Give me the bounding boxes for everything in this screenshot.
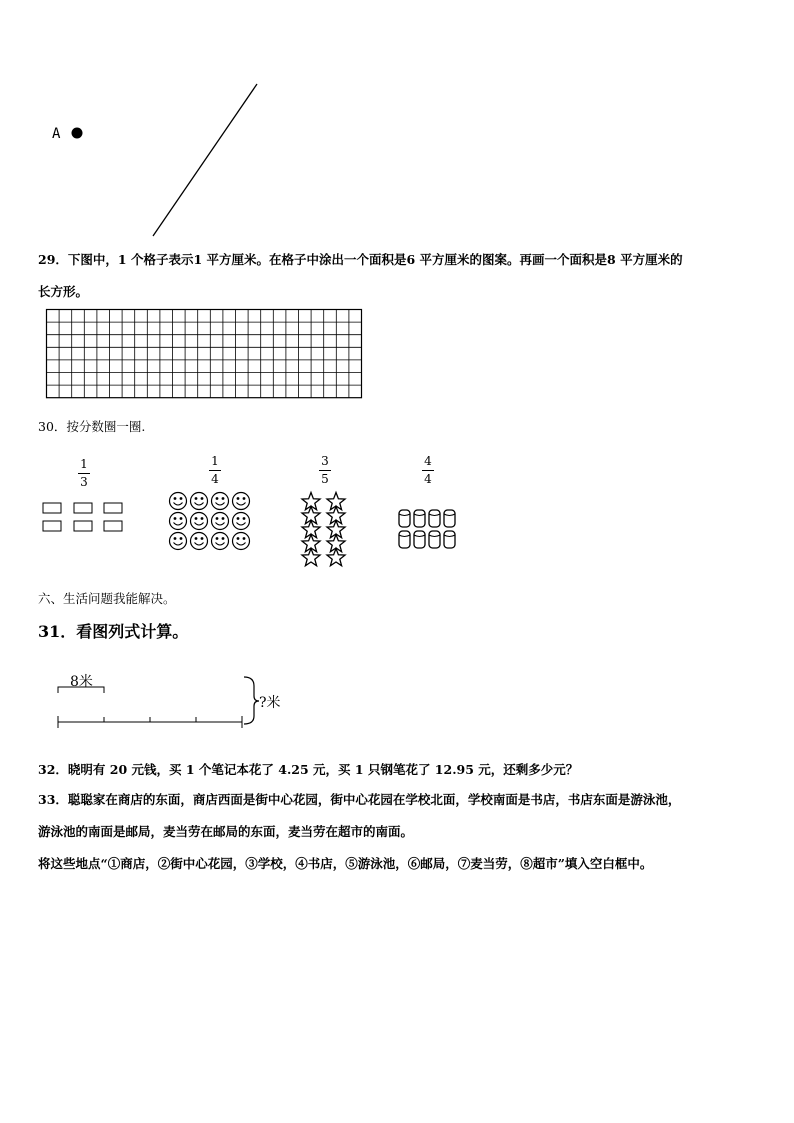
cylinder-icon xyxy=(429,531,440,548)
question-33-line3: 将这些地点“①商店，②街中心花园，③学校，④书店，⑤游泳池，⑥邮局，⑦麦当劳，⑧超市”填入空白框中。 xyxy=(38,856,653,871)
segment-label: 8米 xyxy=(70,674,93,690)
slanted-line xyxy=(153,84,257,236)
smiley-face-icon xyxy=(233,533,250,550)
fraction-3-5 xyxy=(315,454,335,487)
smiley-face-icon xyxy=(170,493,187,510)
cylinder-icon xyxy=(399,531,410,548)
rectangle-icon xyxy=(74,521,92,531)
smiley-face-icon xyxy=(191,513,208,530)
top-figure xyxy=(0,0,794,240)
question-29-line1: 29．下图中，1 个格子表示1 平方厘米。在格子中涂出一个面积是6 平方厘米的图案。再画一个面积是8 平方厘米的 xyxy=(38,252,683,267)
rectangle-icon xyxy=(43,503,61,513)
smiley-face-icon xyxy=(170,513,187,530)
segment-diagram xyxy=(0,660,260,740)
star-icon xyxy=(302,549,320,566)
star-icon xyxy=(327,549,345,566)
smiley-face-icon xyxy=(212,513,229,530)
fraction-numerator: 1 xyxy=(211,454,219,468)
question-30: 30．按分数圈一圈. xyxy=(38,419,146,434)
question-32: 32．晓明有 20 元钱，买 1 个笔记本花了 4.25 元，买 1 只钢笔花了 12.95 元，还剩多少元？ xyxy=(38,762,579,777)
smiley-face-icon xyxy=(212,533,229,550)
grid-border xyxy=(47,310,362,398)
smiley-face-icon xyxy=(170,533,187,550)
total-label: ?米 xyxy=(259,695,281,711)
fraction-1-3 xyxy=(74,457,94,490)
cylinder-icon xyxy=(414,510,425,527)
question-31: 31．看图列式计算。 xyxy=(38,622,189,641)
fraction-denominator: 4 xyxy=(424,472,432,486)
rectangle-icon xyxy=(43,521,61,531)
question-29-line2: 长方形。 xyxy=(38,284,89,299)
point-a-dot xyxy=(72,128,83,139)
rectangle-group[interactable] xyxy=(42,502,132,542)
rectangle-icon xyxy=(104,521,122,531)
smiley-face-icon xyxy=(191,533,208,550)
fraction-denominator: 3 xyxy=(80,475,88,489)
segment-bracket xyxy=(58,687,104,693)
cylinder-icon xyxy=(444,531,455,548)
curly-brace xyxy=(244,677,259,724)
star-group[interactable] xyxy=(296,492,356,567)
cylinder-icon xyxy=(444,510,455,527)
fraction-denominator: 5 xyxy=(321,472,329,486)
fraction-4-4 xyxy=(418,454,438,487)
fraction-numerator: 4 xyxy=(424,454,432,468)
rectangle-icon xyxy=(74,503,92,513)
point-a-label: A xyxy=(52,126,61,142)
smiley-face-icon xyxy=(191,493,208,510)
cylinder-icon xyxy=(399,510,410,527)
question-33-line1: 33．聪聪家在商店的东面，商店西面是街中心花园，街中心花园在学校北面，学校南面是书店，书店东面是游泳池， xyxy=(38,792,681,807)
cylinder-icon xyxy=(414,531,425,548)
section-6-title: 六、生活问题我能解决。 xyxy=(38,591,176,606)
fraction-numerator: 1 xyxy=(80,457,88,471)
rectangle-icon xyxy=(104,503,122,513)
smiley-group[interactable] xyxy=(166,491,256,551)
smiley-face-icon xyxy=(212,493,229,510)
fraction-numerator: 3 xyxy=(321,454,329,468)
cylinder-group[interactable] xyxy=(396,508,466,558)
smiley-face-icon xyxy=(233,513,250,530)
smiley-face-icon xyxy=(233,493,250,510)
square-grid[interactable] xyxy=(46,309,366,401)
question-33-line2: 游泳池的南面是邮局，麦当劳在邮局的东面，麦当劳在超市的南面。 xyxy=(38,824,414,839)
fraction-denominator: 4 xyxy=(211,472,219,486)
fraction-1-4 xyxy=(205,454,225,487)
cylinder-icon xyxy=(429,510,440,527)
